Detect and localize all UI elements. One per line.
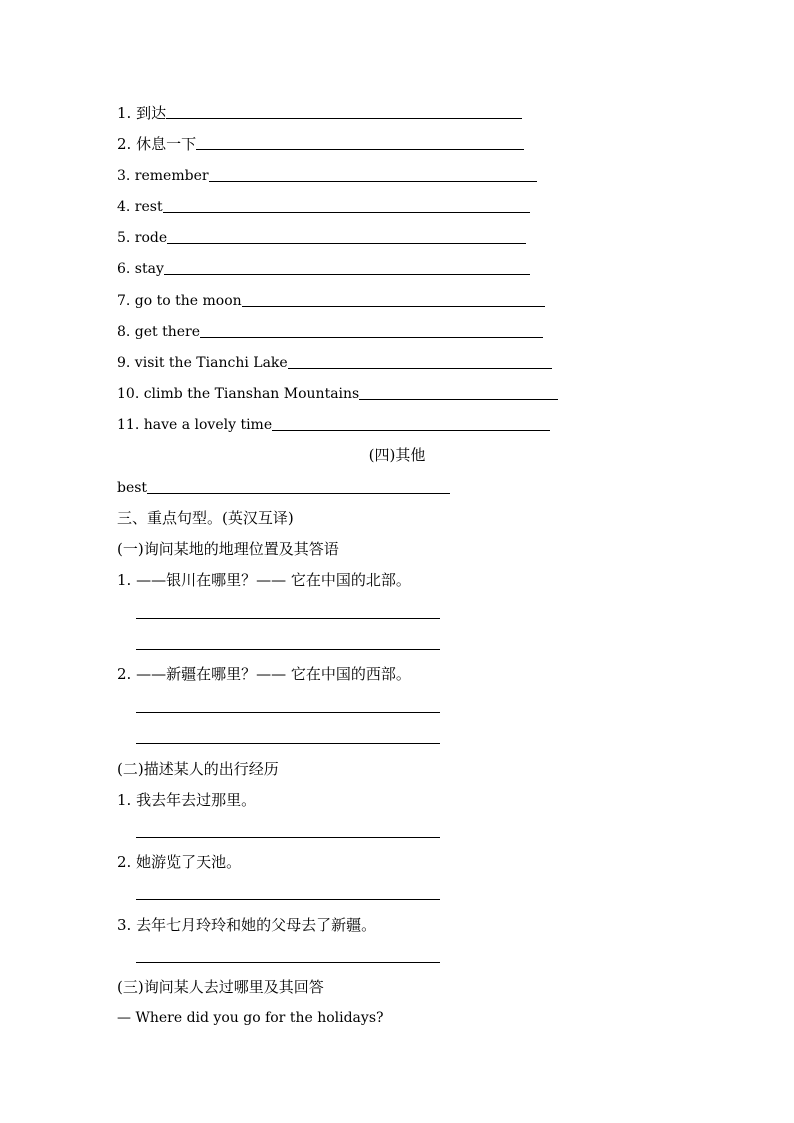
- vocab-item-9: 9. visit the Tianchi Lake: [117, 352, 552, 372]
- answer-line[interactable]: [136, 712, 440, 713]
- answer-blank[interactable]: [164, 273, 530, 275]
- sentence-item: 1. ——银川在哪里？—— 它在中国的北部。: [117, 571, 411, 589]
- answer-blank[interactable]: [166, 117, 522, 119]
- answer-blank[interactable]: [200, 336, 543, 338]
- other-item-best: best: [117, 477, 450, 497]
- dialogue-line: — Where did you go for the holidays?: [117, 1010, 384, 1026]
- vocab-item-4: 4. rest: [117, 196, 530, 216]
- answer-blank[interactable]: [209, 180, 537, 182]
- sentence-item: 2. 她游览了天池。: [117, 853, 242, 871]
- answer-blank[interactable]: [163, 211, 530, 213]
- answer-blank[interactable]: [288, 367, 552, 369]
- vocab-item-5: 5. rode: [117, 227, 526, 247]
- vocab-item-7: 7. go to the moon: [117, 290, 545, 310]
- answer-blank[interactable]: [242, 305, 545, 307]
- vocab-item-8: 8. get there: [117, 321, 543, 341]
- vocab-item-2: 2. 休息一下: [117, 133, 524, 153]
- answer-line[interactable]: [136, 899, 440, 900]
- vocab-item-6: 6. stay: [117, 258, 530, 278]
- section-title: 三、重点句型。(英汉互译): [117, 509, 294, 527]
- subsection-title-3: (三)询问某人去过哪里及其回答: [117, 978, 324, 996]
- answer-line[interactable]: [136, 618, 440, 619]
- subsection-title-2: (二)描述某人的出行经历: [117, 760, 279, 778]
- sentence-item: 3. 去年七月玲玲和她的父母去了新疆。: [117, 916, 377, 934]
- answer-blank[interactable]: [147, 492, 450, 494]
- vocab-item-10: 10. climb the Tianshan Mountains: [117, 383, 558, 403]
- vocab-item-1: 1. 到达: [117, 102, 522, 122]
- answer-line[interactable]: [136, 962, 440, 963]
- vocab-item-3: 3. remember: [117, 165, 537, 185]
- vocab-item-11: 11. have a lovely time: [117, 414, 550, 434]
- subsection-title-1: (一)询问某地的地理位置及其答语: [117, 540, 339, 558]
- sentence-item: 1. 我去年去过那里。: [117, 791, 257, 809]
- answer-blank[interactable]: [272, 429, 550, 431]
- other-heading: (四)其他: [368, 446, 426, 464]
- sentence-item: 2. ——新疆在哪里？—— 它在中国的西部。: [117, 665, 411, 683]
- answer-line[interactable]: [136, 649, 440, 650]
- answer-blank[interactable]: [196, 148, 524, 150]
- answer-line[interactable]: [136, 837, 440, 838]
- answer-blank[interactable]: [359, 398, 558, 400]
- answer-line[interactable]: [136, 743, 440, 744]
- answer-blank[interactable]: [167, 242, 526, 244]
